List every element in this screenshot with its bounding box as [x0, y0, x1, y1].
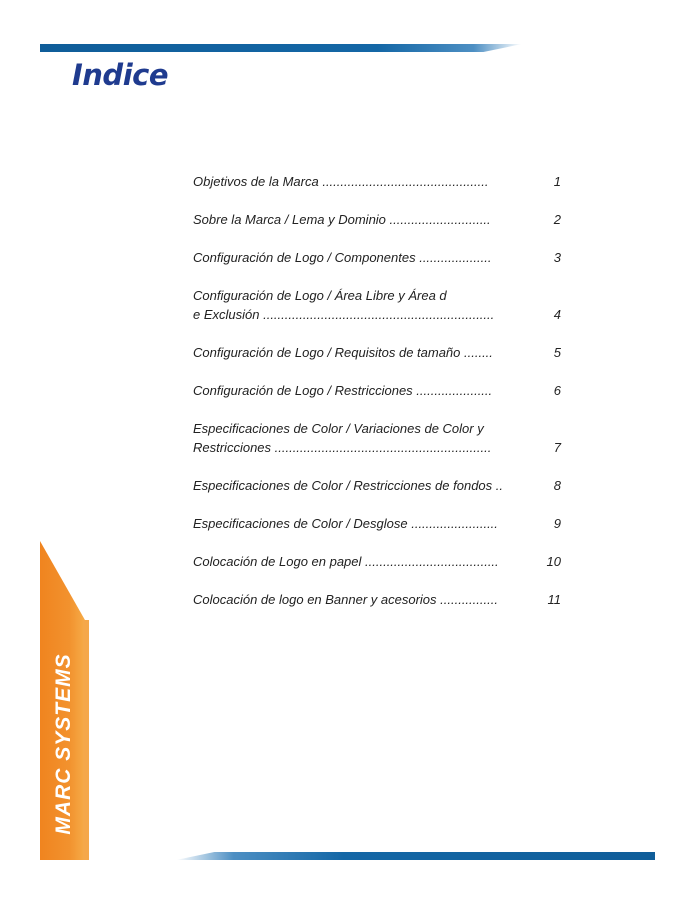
bottom-decorative-bar: [176, 852, 655, 860]
toc-entry-text: Configuración de Logo / Restricciones .....................: [193, 383, 493, 398]
toc-entry-7[interactable]: [193, 419, 561, 457]
toc-entry-text: Objetivos de la Marca ..............................................: [193, 174, 489, 189]
toc-entry-page: 8: [553, 478, 561, 493]
toc-entry-text: Especificaciones de Color / Desglose ........................: [193, 516, 498, 531]
toc-entry-page: 5: [553, 345, 561, 360]
table-of-contents: [193, 172, 561, 628]
toc-entry-text: [193, 286, 523, 324]
brand-side-band-edge: [83, 620, 89, 860]
toc-entry-page: 11: [547, 592, 561, 607]
toc-entry-text: Configuración de Logo / Componentes ....................: [193, 250, 492, 265]
toc-entry-text-line1: Configuración de Logo / Área Libre y Área d: [193, 288, 447, 303]
toc-entry-4[interactable]: [193, 286, 561, 324]
toc-entry-2[interactable]: [193, 210, 561, 229]
top-decorative-bar: [40, 44, 522, 52]
toc-entry-text: [193, 419, 523, 457]
toc-entry-9[interactable]: [193, 514, 561, 533]
toc-entry-text: Configuración de Logo / Requisitos de tamaño ........: [193, 345, 493, 360]
toc-entry-10[interactable]: [193, 552, 561, 571]
toc-entry-text: Colocación de Logo en papel .....................................: [193, 554, 499, 569]
toc-entry-page: 6: [553, 383, 561, 398]
toc-entry-page: 4: [553, 307, 561, 322]
toc-entry-text-line1: Especificaciones de Color / Variaciones de Color y: [193, 421, 484, 436]
toc-entry-5[interactable]: [193, 343, 561, 362]
toc-entry-text-line2: e Exclusión ................................................................: [193, 307, 495, 322]
page-title: Indice: [72, 58, 168, 92]
toc-entry-1[interactable]: [193, 172, 561, 191]
toc-entry-page: 10: [546, 554, 561, 569]
toc-entry-text: Sobre la Marca / Lema y Dominio ............................: [193, 212, 491, 227]
toc-entry-page: 7: [553, 440, 561, 455]
toc-entry-text: Especificaciones de Color / Restricciones de fondos ..: [193, 478, 503, 493]
toc-entry-3[interactable]: [193, 248, 561, 267]
toc-entry-page: 3: [553, 250, 561, 265]
toc-entry-page: 2: [553, 212, 561, 227]
toc-entry-text: Colocación de logo en Banner y acesorios ................: [193, 592, 498, 607]
toc-entry-text-line2: Restricciones ............................................................: [193, 440, 492, 455]
toc-entry-11[interactable]: [193, 590, 561, 609]
toc-entry-page: 1: [553, 174, 561, 189]
toc-entry-page: 9: [553, 516, 561, 531]
toc-entry-6[interactable]: [193, 381, 561, 400]
toc-entry-8[interactable]: [193, 476, 561, 495]
brand-name: MARC SYSTEMS: [52, 653, 75, 835]
